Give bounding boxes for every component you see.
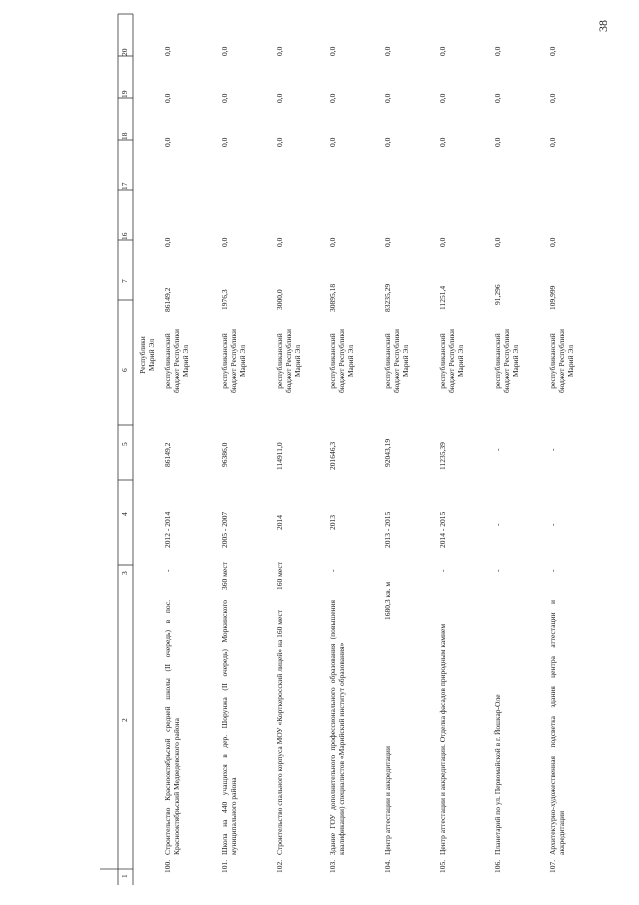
row-104-c19: 0,0 xyxy=(383,93,392,103)
header-col-1: 1 xyxy=(120,874,129,878)
row-107-c20: 0,0 xyxy=(548,46,557,56)
row-107-c7: 109,999 xyxy=(548,285,557,310)
row-107-name: Архитектурно-художественная подсветка здания центра аттестации и аккредитации xyxy=(548,600,566,855)
row-105-c18: 0,0 xyxy=(438,137,447,147)
row-100-c20: 0,0 xyxy=(163,46,172,56)
row-104-source: республиканский бюджет Республики Марий Эл xyxy=(383,328,410,394)
row-103-name: Здание ГОУ дополнительного профессионального образования (повышения квалификации) специалистов «Марийский институт образования» xyxy=(328,600,346,855)
header-col-2: 2 xyxy=(120,718,129,722)
row-104-c20: 0,0 xyxy=(383,46,392,56)
row-101-period: 2005 - 2007 xyxy=(220,511,229,548)
row-103-num: 103. xyxy=(328,859,337,873)
row-104-period: 2013 - 2015 xyxy=(383,511,392,548)
row-105-cap: - xyxy=(438,569,447,572)
row-102-c18: 0,0 xyxy=(275,137,284,147)
row-105-c7: 11251,4 xyxy=(438,285,447,310)
row-102-num: 102. xyxy=(275,859,284,873)
row-102-cap: 160 мест xyxy=(275,562,284,590)
row-107-source: республиканский бюджет Республики Марий Эл xyxy=(548,328,575,394)
row-105-cost: 11235,39 xyxy=(438,442,447,470)
row-106-c20: 0,0 xyxy=(493,46,502,56)
row-106-cost: - xyxy=(493,448,502,451)
row-107-cap: - xyxy=(548,569,557,572)
row-100-c18: 0,0 xyxy=(163,137,172,147)
row-107-num: 107. xyxy=(548,859,557,873)
row-107-c18: 0,0 xyxy=(548,137,557,147)
row-100-period: 2012 - 2014 xyxy=(163,511,172,548)
page-number: 38 xyxy=(596,20,610,32)
row-105-num: 105. xyxy=(438,859,447,873)
row-106-c19: 0,0 xyxy=(493,93,502,103)
header-col-6: 6 xyxy=(120,368,129,372)
row-101-name: Школа на 440 учащихся в дер. Шорунжа (II очередь) Моркинского муниципального района xyxy=(220,600,238,855)
row-101-c16: 0,0 xyxy=(220,237,229,247)
row-102-c16: 0,0 xyxy=(275,237,284,247)
row-100-source: республиканский бюджет Республики Марий Эл xyxy=(163,328,190,394)
row-104-cap: 1680,3 кв. м xyxy=(383,581,392,620)
row-102-period: 2014 xyxy=(275,515,284,530)
row-100-num: 100. xyxy=(163,859,172,873)
row-106-name: Планетарий по ул. Первомайской в г. Йошкар-Оле xyxy=(493,694,502,855)
row-100-cost: 86149,2 xyxy=(163,442,172,467)
row-102-c19: 0,0 xyxy=(275,93,284,103)
header-col-20: 20 xyxy=(120,48,129,56)
row-100-cap: - xyxy=(163,569,172,572)
row-104-c16: 0,0 xyxy=(383,237,392,247)
row-107-c19: 0,0 xyxy=(548,93,557,103)
row-102-c7: 3000,0 xyxy=(275,289,284,310)
row-101-num: 101. xyxy=(220,859,229,873)
row-106-c18: 0,0 xyxy=(493,137,502,147)
row-103-cost: 201646,3 xyxy=(328,441,337,470)
row-107-cost: - xyxy=(548,448,557,451)
row-101-c18: 0,0 xyxy=(220,137,229,147)
row-103-c20: 0,0 xyxy=(328,46,337,56)
row-103-c19: 0,0 xyxy=(328,93,337,103)
row-101-cost: 96386,0 xyxy=(220,442,229,467)
row-105-source: республиканский бюджет Республики Марий Эл xyxy=(438,328,465,394)
row-104-name: Центр аттестации и аккредитации xyxy=(383,746,392,855)
header-col-18: 18 xyxy=(120,132,129,140)
row-102-source: республиканский бюджет Республики Марий Эл xyxy=(275,328,302,394)
row-103-c18: 0,0 xyxy=(328,137,337,147)
header-col-5: 5 xyxy=(120,442,129,446)
header-col-19: 19 xyxy=(120,90,129,98)
row-107-c16: 0,0 xyxy=(548,237,557,247)
row-106-num: 106. xyxy=(493,859,502,873)
row-105-c20: 0,0 xyxy=(438,46,447,56)
row-105-c19: 0,0 xyxy=(438,93,447,103)
row-101-c19: 0,0 xyxy=(220,93,229,103)
header-col-16: 16 xyxy=(120,232,129,240)
row-107-period: - xyxy=(548,523,557,526)
row-104-c7: 83235,29 xyxy=(383,283,392,312)
row-103-source: республиканский бюджет Республики Марий Эл xyxy=(328,328,355,394)
row-101-c7: 1976,3 xyxy=(220,289,229,310)
row-103-c7: 30895,18 xyxy=(328,283,337,312)
header-col-3: 3 xyxy=(120,571,129,575)
row-100-c7: 86149,2 xyxy=(163,287,172,312)
row-104-cost: 92043,19 xyxy=(383,438,392,467)
row-106-source: республиканский бюджет Республики Марий Эл xyxy=(493,328,520,394)
row-102-c20: 0,0 xyxy=(275,46,284,56)
row-106-c7: 91,296 xyxy=(493,284,502,305)
row-103-c16: 0,0 xyxy=(328,237,337,247)
row-106-period: - xyxy=(493,523,502,526)
row-102-cost: 114911,0 xyxy=(275,442,284,470)
row-102-name: Строительство спального корпуса МОУ «Корткеросский лицей» на 160 мест xyxy=(275,609,284,855)
row-105-period: 2014 - 2015 xyxy=(438,511,447,548)
row-101-source: республиканский бюджет Республики Марий Эл xyxy=(220,328,247,394)
row-100-c16: 0,0 xyxy=(163,237,172,247)
row-104-num: 104. xyxy=(383,859,392,873)
partial-top-cell: Республики Марий Эл xyxy=(138,336,156,374)
row-103-cap: - xyxy=(328,569,337,572)
header-col-7: 7 xyxy=(120,279,129,283)
row-106-c16: 0,0 xyxy=(493,237,502,247)
row-104-c18: 0,0 xyxy=(383,137,392,147)
row-101-c20: 0,0 xyxy=(220,46,229,56)
row-101-cap: 360 мест xyxy=(220,562,229,590)
row-105-c16: 0,0 xyxy=(438,237,447,247)
row-106-cap: - xyxy=(493,569,502,572)
row-100-name: Строительство Краснооктябрьской средней школы (II очередь) в пос. Краснооктябрьский Медведевского района xyxy=(163,600,181,855)
header-col-17: 17 xyxy=(120,182,129,190)
row-100-c19: 0,0 xyxy=(163,93,172,103)
row-103-period: 2013 xyxy=(328,515,337,530)
row-105-name: Центр аттестации и аккредитации. Отделка фасадов природным камнем xyxy=(438,623,447,855)
header-col-4: 4 xyxy=(120,512,129,516)
